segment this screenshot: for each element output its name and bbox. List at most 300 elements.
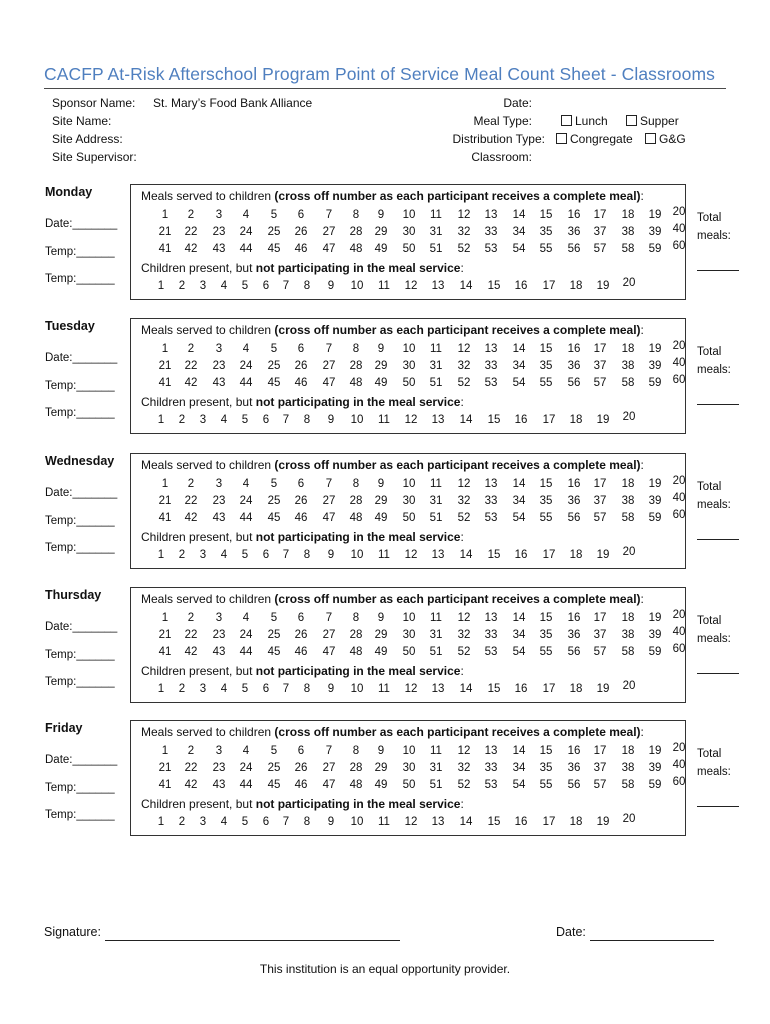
not-participating-number[interactable]: 20 <box>622 813 636 825</box>
meal-number[interactable]: 52 <box>457 243 471 255</box>
not-participating-number[interactable]: 17 <box>542 816 556 828</box>
meal-number[interactable]: 17 <box>593 209 607 221</box>
not-participating-number[interactable]: 18 <box>569 280 583 292</box>
meal-number[interactable]: 58 <box>621 646 635 658</box>
meal-number[interactable]: 14 <box>512 209 526 221</box>
temp-field-1[interactable]: Temp:______ <box>45 515 115 527</box>
meal-number[interactable]: 22 <box>184 495 198 507</box>
not-participating-number[interactable]: 7 <box>282 683 290 695</box>
meal-number[interactable]: 55 <box>539 646 553 658</box>
meal-number[interactable]: 15 <box>539 209 553 221</box>
meal-number[interactable]: 1 <box>161 343 169 355</box>
meal-number[interactable]: 4 <box>242 209 250 221</box>
meal-number[interactable]: 18 <box>621 612 635 624</box>
meal-number[interactable]: 35 <box>539 629 553 641</box>
meal-number[interactable]: 20 <box>672 340 686 352</box>
meal-number[interactable]: 48 <box>349 779 363 791</box>
not-participating-number[interactable]: 4 <box>220 414 228 426</box>
date-field[interactable]: Date:_______ <box>45 487 118 499</box>
meal-number[interactable]: 10 <box>402 612 416 624</box>
meal-number[interactable]: 60 <box>672 374 686 386</box>
meal-number[interactable]: 37 <box>593 762 607 774</box>
meal-number[interactable]: 47 <box>322 512 336 524</box>
meal-number[interactable]: 11 <box>430 745 442 757</box>
meal-number[interactable]: 5 <box>270 745 278 757</box>
meal-number[interactable]: 53 <box>484 646 498 658</box>
meal-number[interactable]: 57 <box>593 243 607 255</box>
not-participating-number[interactable]: 8 <box>303 414 311 426</box>
meal-number[interactable]: 25 <box>267 495 281 507</box>
not-participating-number[interactable]: 12 <box>404 816 418 828</box>
temp-field-1[interactable]: Temp:______ <box>45 649 115 661</box>
not-participating-number[interactable]: 14 <box>459 280 473 292</box>
meal-number[interactable]: 18 <box>621 209 635 221</box>
meal-number[interactable]: 18 <box>621 745 635 757</box>
meal-number[interactable]: 52 <box>457 646 471 658</box>
total-meals-line[interactable] <box>697 539 739 540</box>
meal-number[interactable]: 13 <box>484 612 498 624</box>
meal-number[interactable]: 10 <box>402 478 416 490</box>
meal-number[interactable]: 10 <box>402 745 416 757</box>
meal-number[interactable]: 45 <box>267 779 281 791</box>
meal-number[interactable]: 30 <box>402 226 416 238</box>
meal-number[interactable]: 7 <box>325 612 333 624</box>
meal-number[interactable]: 12 <box>457 343 471 355</box>
meal-number[interactable]: 53 <box>484 779 498 791</box>
meal-number[interactable]: 16 <box>567 745 581 757</box>
not-participating-number[interactable]: 11 <box>378 549 390 561</box>
meal-number[interactable]: 25 <box>267 629 281 641</box>
meal-number[interactable]: 14 <box>512 478 526 490</box>
meal-number[interactable]: 42 <box>184 779 198 791</box>
not-participating-number[interactable]: 13 <box>431 816 445 828</box>
meal-number[interactable]: 32 <box>457 629 471 641</box>
meal-number[interactable]: 25 <box>267 226 281 238</box>
meal-number[interactable]: 43 <box>212 512 226 524</box>
meal-number[interactable]: 44 <box>239 646 253 658</box>
meal-number[interactable]: 3 <box>215 745 223 757</box>
not-participating-number[interactable]: 11 <box>378 280 390 292</box>
meal-number[interactable]: 59 <box>648 512 662 524</box>
meal-number[interactable]: 23 <box>212 360 226 372</box>
meal-number[interactable]: 32 <box>457 495 471 507</box>
meal-number[interactable]: 56 <box>567 377 581 389</box>
not-participating-number[interactable]: 11 <box>378 816 390 828</box>
meal-number[interactable]: 43 <box>212 243 226 255</box>
meal-number[interactable]: 28 <box>349 762 363 774</box>
meal-number[interactable]: 57 <box>593 377 607 389</box>
meal-number[interactable]: 58 <box>621 512 635 524</box>
meal-number[interactable]: 50 <box>402 377 416 389</box>
meal-number[interactable]: 1 <box>161 745 169 757</box>
meal-number[interactable]: 41 <box>158 377 172 389</box>
not-participating-number[interactable]: 14 <box>459 816 473 828</box>
meal-number[interactable]: 19 <box>648 478 662 490</box>
not-participating-number[interactable]: 17 <box>542 549 556 561</box>
not-participating-number[interactable]: 10 <box>350 683 364 695</box>
meal-number[interactable]: 3 <box>215 478 223 490</box>
meal-number[interactable]: 43 <box>212 779 226 791</box>
temp-field-2[interactable]: Temp:______ <box>45 676 115 688</box>
meal-number[interactable]: 29 <box>374 495 388 507</box>
meal-number[interactable]: 42 <box>184 243 198 255</box>
meal-number[interactable]: 36 <box>567 629 581 641</box>
meal-number[interactable]: 21 <box>158 360 172 372</box>
not-participating-number[interactable]: 12 <box>404 683 418 695</box>
not-participating-number[interactable]: 2 <box>178 816 186 828</box>
meal-number[interactable]: 5 <box>270 343 278 355</box>
meal-number[interactable]: 50 <box>402 243 416 255</box>
date-field[interactable]: Date:_______ <box>45 621 118 633</box>
meal-number[interactable]: 15 <box>539 612 553 624</box>
meal-number[interactable]: 26 <box>294 226 308 238</box>
meal-number[interactable]: 44 <box>239 779 253 791</box>
meal-number[interactable]: 26 <box>294 495 308 507</box>
not-participating-number[interactable]: 5 <box>241 816 249 828</box>
meal-number[interactable]: 52 <box>457 512 471 524</box>
meal-number[interactable]: 33 <box>484 762 498 774</box>
not-participating-number[interactable]: 20 <box>622 277 636 289</box>
meal-number[interactable]: 33 <box>484 360 498 372</box>
meal-number[interactable]: 7 <box>325 478 333 490</box>
meal-number[interactable]: 7 <box>325 343 333 355</box>
meal-number[interactable]: 40 <box>672 223 686 235</box>
meal-number[interactable]: 2 <box>187 343 195 355</box>
not-participating-number[interactable]: 1 <box>157 414 165 426</box>
checkbox-icon[interactable] <box>556 133 567 144</box>
meal-number[interactable]: 28 <box>349 495 363 507</box>
meal-number[interactable]: 38 <box>621 360 635 372</box>
meal-number[interactable]: 14 <box>512 343 526 355</box>
meal-number[interactable]: 44 <box>239 512 253 524</box>
meal-number[interactable]: 49 <box>374 377 388 389</box>
not-participating-number[interactable]: 4 <box>220 816 228 828</box>
meal-number[interactable]: 32 <box>457 226 471 238</box>
meal-number[interactable]: 37 <box>593 226 607 238</box>
meal-number[interactable]: 12 <box>457 209 471 221</box>
temp-field-2[interactable]: Temp:______ <box>45 809 115 821</box>
meal-number[interactable]: 22 <box>184 360 198 372</box>
not-participating-number[interactable]: 5 <box>241 280 249 292</box>
meal-number[interactable]: 30 <box>402 360 416 372</box>
meal-number[interactable]: 45 <box>267 646 281 658</box>
not-participating-number[interactable]: 15 <box>487 280 501 292</box>
meal-type-lunch[interactable] <box>561 112 608 130</box>
meal-number[interactable]: 27 <box>322 762 336 774</box>
meal-number[interactable]: 60 <box>672 643 686 655</box>
meal-number[interactable]: 8 <box>352 343 360 355</box>
meal-number[interactable]: 45 <box>267 512 281 524</box>
not-participating-number[interactable]: 17 <box>542 280 556 292</box>
not-participating-number[interactable]: 9 <box>327 549 335 561</box>
meal-number[interactable]: 50 <box>402 512 416 524</box>
meal-number[interactable]: 51 <box>429 512 443 524</box>
meal-number[interactable]: 48 <box>349 377 363 389</box>
not-participating-number[interactable]: 3 <box>199 414 207 426</box>
meal-number[interactable]: 40 <box>672 357 686 369</box>
meal-number[interactable]: 60 <box>672 240 686 252</box>
meal-number[interactable]: 8 <box>352 209 360 221</box>
not-participating-number[interactable]: 10 <box>350 816 364 828</box>
meal-number[interactable]: 16 <box>567 478 581 490</box>
meal-number[interactable]: 29 <box>374 360 388 372</box>
meal-number[interactable]: 28 <box>349 226 363 238</box>
meal-number[interactable]: 46 <box>294 377 308 389</box>
not-participating-number[interactable]: 16 <box>514 414 528 426</box>
meal-number[interactable]: 27 <box>322 360 336 372</box>
meal-number[interactable]: 7 <box>325 209 333 221</box>
meal-number[interactable]: 2 <box>187 612 195 624</box>
meal-number[interactable]: 25 <box>267 360 281 372</box>
meal-number[interactable]: 54 <box>512 243 526 255</box>
meal-number[interactable]: 49 <box>374 646 388 658</box>
meal-number[interactable]: 39 <box>648 226 662 238</box>
meal-number[interactable]: 46 <box>294 243 308 255</box>
meal-number[interactable]: 8 <box>352 478 360 490</box>
meal-number[interactable]: 3 <box>215 343 223 355</box>
not-participating-number[interactable]: 5 <box>241 549 249 561</box>
not-participating-number[interactable]: 9 <box>327 683 335 695</box>
not-participating-number[interactable]: 12 <box>404 414 418 426</box>
meal-number[interactable]: 9 <box>377 209 385 221</box>
meal-number[interactable]: 22 <box>184 226 198 238</box>
not-participating-number[interactable]: 13 <box>431 280 445 292</box>
meal-number[interactable]: 34 <box>512 226 526 238</box>
meal-number[interactable]: 32 <box>457 762 471 774</box>
meal-number[interactable]: 24 <box>239 360 253 372</box>
meal-number[interactable]: 46 <box>294 512 308 524</box>
not-participating-number[interactable]: 5 <box>241 683 249 695</box>
meal-number[interactable]: 22 <box>184 762 198 774</box>
meal-number[interactable]: 8 <box>352 745 360 757</box>
meal-number[interactable]: 1 <box>161 209 169 221</box>
meal-number[interactable]: 59 <box>648 779 662 791</box>
meal-number[interactable]: 54 <box>512 646 526 658</box>
meal-number[interactable]: 2 <box>187 209 195 221</box>
meal-number[interactable]: 5 <box>270 612 278 624</box>
meal-number[interactable]: 4 <box>242 478 250 490</box>
meal-number[interactable]: 19 <box>648 343 662 355</box>
meal-number[interactable]: 25 <box>267 762 281 774</box>
meal-number[interactable]: 36 <box>567 226 581 238</box>
meal-number[interactable]: 21 <box>158 495 172 507</box>
meal-number[interactable]: 51 <box>429 243 443 255</box>
not-participating-number[interactable]: 2 <box>178 549 186 561</box>
meal-number[interactable]: 9 <box>377 612 385 624</box>
meal-number[interactable]: 35 <box>539 360 553 372</box>
meal-number[interactable]: 52 <box>457 779 471 791</box>
meal-number[interactable]: 56 <box>567 646 581 658</box>
meal-number[interactable]: 4 <box>242 612 250 624</box>
not-participating-number[interactable]: 9 <box>327 280 335 292</box>
not-participating-number[interactable]: 3 <box>199 683 207 695</box>
meal-number[interactable]: 8 <box>352 612 360 624</box>
meal-number[interactable]: 38 <box>621 226 635 238</box>
meal-number[interactable]: 57 <box>593 779 607 791</box>
meal-number[interactable]: 34 <box>512 629 526 641</box>
temp-field-2[interactable]: Temp:______ <box>45 273 115 285</box>
checkbox-icon[interactable] <box>645 133 656 144</box>
not-participating-number[interactable]: 15 <box>487 683 501 695</box>
meal-number[interactable]: 31 <box>429 495 443 507</box>
meal-number[interactable]: 41 <box>158 646 172 658</box>
not-participating-number[interactable]: 18 <box>569 816 583 828</box>
signature-line[interactable] <box>105 940 400 941</box>
not-participating-number[interactable]: 9 <box>327 816 335 828</box>
meal-number[interactable]: 39 <box>648 762 662 774</box>
meal-number[interactable]: 20 <box>672 206 686 218</box>
not-participating-number[interactable]: 6 <box>262 414 270 426</box>
meal-number[interactable]: 28 <box>349 629 363 641</box>
checkbox-icon[interactable] <box>626 115 637 126</box>
meal-number[interactable]: 13 <box>484 745 498 757</box>
total-meals-line[interactable] <box>697 673 739 674</box>
meal-number[interactable]: 30 <box>402 495 416 507</box>
not-participating-number[interactable]: 4 <box>220 549 228 561</box>
meal-number[interactable]: 15 <box>539 745 553 757</box>
meal-number[interactable]: 20 <box>672 609 686 621</box>
meal-number[interactable]: 18 <box>621 478 635 490</box>
meal-number[interactable]: 37 <box>593 629 607 641</box>
meal-number[interactable]: 49 <box>374 779 388 791</box>
meal-number[interactable]: 36 <box>567 762 581 774</box>
meal-number[interactable]: 46 <box>294 779 308 791</box>
meal-number[interactable]: 21 <box>158 629 172 641</box>
meal-number[interactable]: 54 <box>512 779 526 791</box>
not-participating-number[interactable]: 7 <box>282 414 290 426</box>
not-participating-number[interactable]: 13 <box>431 549 445 561</box>
meal-number[interactable]: 13 <box>484 209 498 221</box>
distribution-gg[interactable] <box>645 130 686 148</box>
meal-number[interactable]: 16 <box>567 612 581 624</box>
not-participating-number[interactable]: 10 <box>350 280 364 292</box>
not-participating-number[interactable]: 19 <box>596 414 610 426</box>
meal-number[interactable]: 29 <box>374 226 388 238</box>
meal-number[interactable]: 51 <box>429 646 443 658</box>
meal-number[interactable]: 11 <box>430 478 442 490</box>
meal-number[interactable]: 51 <box>429 377 443 389</box>
meal-number[interactable]: 59 <box>648 243 662 255</box>
not-participating-number[interactable]: 8 <box>303 816 311 828</box>
not-participating-number[interactable]: 7 <box>282 549 290 561</box>
meal-number[interactable]: 16 <box>567 209 581 221</box>
temp-field-2[interactable]: Temp:______ <box>45 407 115 419</box>
meal-number[interactable]: 31 <box>429 629 443 641</box>
meal-number[interactable]: 48 <box>349 646 363 658</box>
not-participating-number[interactable]: 20 <box>622 411 636 423</box>
meal-number[interactable]: 22 <box>184 629 198 641</box>
meal-number[interactable]: 49 <box>374 512 388 524</box>
not-participating-number[interactable]: 1 <box>157 549 165 561</box>
temp-field-1[interactable]: Temp:______ <box>45 246 115 258</box>
meal-number[interactable]: 10 <box>402 343 416 355</box>
meal-number[interactable]: 6 <box>297 209 305 221</box>
meal-number[interactable]: 23 <box>212 629 226 641</box>
meal-number[interactable]: 3 <box>215 612 223 624</box>
meal-number[interactable]: 23 <box>212 226 226 238</box>
not-participating-number[interactable]: 7 <box>282 280 290 292</box>
meal-number[interactable]: 2 <box>187 478 195 490</box>
not-participating-number[interactable]: 12 <box>404 280 418 292</box>
temp-field-2[interactable]: Temp:______ <box>45 542 115 554</box>
meal-number[interactable]: 19 <box>648 745 662 757</box>
date-field[interactable]: Date:_______ <box>45 754 118 766</box>
not-participating-number[interactable]: 17 <box>542 414 556 426</box>
meal-number[interactable]: 44 <box>239 243 253 255</box>
meal-number[interactable]: 38 <box>621 762 635 774</box>
not-participating-number[interactable]: 1 <box>157 280 165 292</box>
not-participating-number[interactable]: 15 <box>487 414 501 426</box>
meal-number[interactable]: 3 <box>215 209 223 221</box>
not-participating-number[interactable]: 13 <box>431 414 445 426</box>
meal-number[interactable]: 53 <box>484 243 498 255</box>
meal-number[interactable]: 41 <box>158 779 172 791</box>
not-participating-number[interactable]: 15 <box>487 816 501 828</box>
meal-number[interactable]: 34 <box>512 762 526 774</box>
meal-number[interactable]: 39 <box>648 495 662 507</box>
meal-number[interactable]: 42 <box>184 646 198 658</box>
meal-number[interactable]: 33 <box>484 629 498 641</box>
meal-number[interactable]: 40 <box>672 626 686 638</box>
not-participating-number[interactable]: 3 <box>199 816 207 828</box>
not-participating-number[interactable]: 16 <box>514 280 528 292</box>
not-participating-number[interactable]: 20 <box>622 546 636 558</box>
meal-number[interactable]: 26 <box>294 360 308 372</box>
not-participating-number[interactable]: 18 <box>569 414 583 426</box>
not-participating-number[interactable]: 19 <box>596 683 610 695</box>
meal-number[interactable]: 58 <box>621 243 635 255</box>
meal-number[interactable]: 31 <box>429 360 443 372</box>
meal-number[interactable]: 23 <box>212 495 226 507</box>
meal-number[interactable]: 21 <box>158 226 172 238</box>
meal-number[interactable]: 41 <box>158 243 172 255</box>
not-participating-number[interactable]: 11 <box>378 683 390 695</box>
not-participating-number[interactable]: 3 <box>199 549 207 561</box>
meal-number[interactable]: 17 <box>593 478 607 490</box>
meal-number[interactable]: 44 <box>239 377 253 389</box>
total-meals-line[interactable] <box>697 270 739 271</box>
meal-number[interactable]: 12 <box>457 745 471 757</box>
meal-number[interactable]: 14 <box>512 612 526 624</box>
meal-number[interactable]: 49 <box>374 243 388 255</box>
meal-number[interactable]: 36 <box>567 495 581 507</box>
meal-number[interactable]: 13 <box>484 343 498 355</box>
meal-number[interactable]: 11 <box>430 612 442 624</box>
meal-number[interactable]: 53 <box>484 512 498 524</box>
meal-number[interactable]: 27 <box>322 629 336 641</box>
meal-number[interactable]: 53 <box>484 377 498 389</box>
meal-number[interactable]: 9 <box>377 745 385 757</box>
meal-number[interactable]: 39 <box>648 629 662 641</box>
not-participating-number[interactable]: 16 <box>514 816 528 828</box>
not-participating-number[interactable]: 17 <box>542 683 556 695</box>
meal-number[interactable]: 5 <box>270 209 278 221</box>
meal-number[interactable]: 35 <box>539 226 553 238</box>
meal-number[interactable]: 18 <box>621 343 635 355</box>
not-participating-number[interactable]: 14 <box>459 683 473 695</box>
not-participating-number[interactable]: 5 <box>241 414 249 426</box>
meal-number[interactable]: 11 <box>430 209 442 221</box>
meal-number[interactable]: 12 <box>457 612 471 624</box>
meal-number[interactable]: 50 <box>402 779 416 791</box>
not-participating-number[interactable]: 6 <box>262 816 270 828</box>
meal-number[interactable]: 45 <box>267 377 281 389</box>
meal-number[interactable]: 12 <box>457 478 471 490</box>
not-participating-number[interactable]: 4 <box>220 280 228 292</box>
meal-number[interactable]: 1 <box>161 478 169 490</box>
meal-number[interactable]: 56 <box>567 779 581 791</box>
meal-number[interactable]: 48 <box>349 243 363 255</box>
